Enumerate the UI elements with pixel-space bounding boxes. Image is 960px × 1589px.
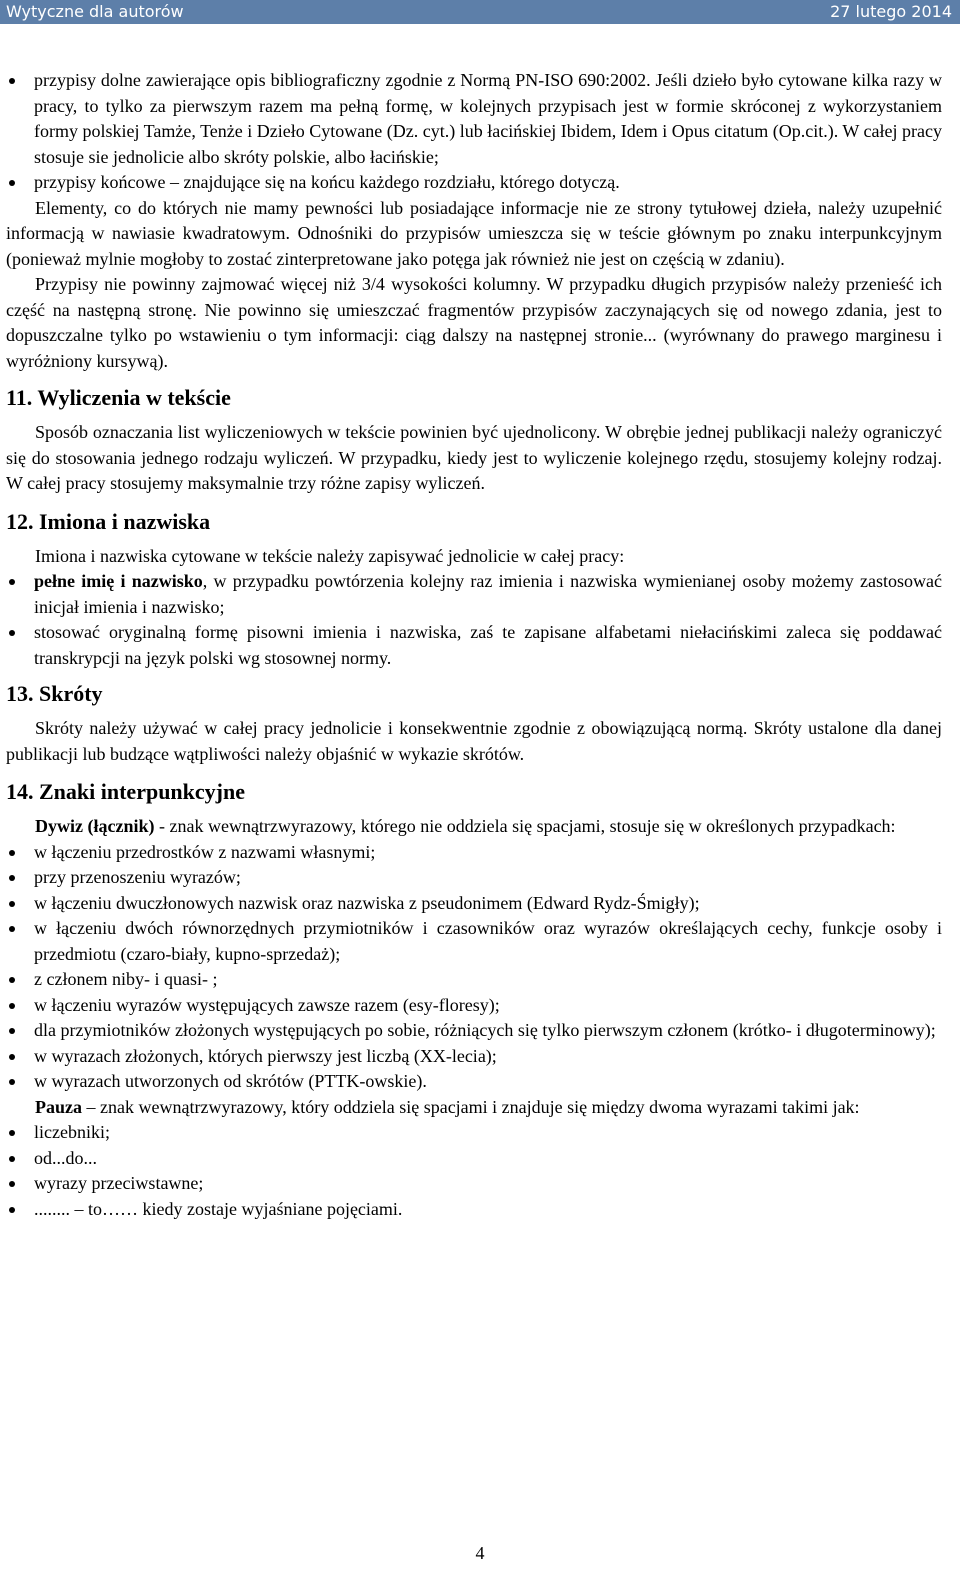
list-item: w łączeniu przedrostków z nazwami własnymi; bbox=[6, 840, 942, 866]
section-heading-12: 12. Imiona i nazwiska bbox=[6, 508, 211, 534]
paragraph-footnote-length: Przypisy nie powinny zajmować więcej niż 3/4 wysokości kolumny. W przypadku długich przypisów należy przenieść ich część na następną stronę. Nie powinno się umieszczać fragmentów przypisów zaczynających się od nowego zdania, jest to dopuszczalne tylko po wstawieniu o tym informacji: ciąg dalszy na następnej stronie... (wyrównany do prawego marginesu i wyróżniony kursywą). bbox=[6, 274, 942, 371]
list-item: od...do... bbox=[6, 1146, 942, 1172]
bullet-icon bbox=[9, 926, 15, 932]
section-heading-11: 11. Wyliczenia w tekście bbox=[6, 385, 231, 410]
section-heading-13: 13. Skróty bbox=[6, 681, 103, 706]
list-item: przypisy końcowe – znajdujące się na końcu każdego rozdziału, którego dotyczą. bbox=[6, 170, 942, 196]
dywiz-definition: Dywiz (łącznik) - znak wewnątrzwyrazowy, którego nie oddziela się spacjami, stosuje się w określonych przypadkach: bbox=[35, 816, 896, 836]
bullet-icon bbox=[9, 1054, 15, 1060]
bullet-icon bbox=[9, 1156, 15, 1162]
bullet-icon bbox=[9, 977, 15, 983]
bullet-icon bbox=[9, 1130, 15, 1136]
list-item: w łączeniu wyrazów występujących zawsze razem (esy-floresy); bbox=[6, 993, 942, 1019]
bullet-icon bbox=[9, 1079, 15, 1085]
pauza-list bbox=[6, 1120, 942, 1222]
bullet-icon bbox=[9, 579, 15, 585]
list-item: w łączeniu dwóch równorzędnych przymiotników i czasowników oraz wyrazów określających cechy, funkcje osoby i przedmiotu (czaro-biały, kupno-sprzedaż); bbox=[6, 916, 942, 967]
page-number: 4 bbox=[475, 1543, 485, 1563]
bullet-icon bbox=[9, 901, 15, 907]
header-date: 27 lutego 2014 bbox=[830, 2, 952, 21]
section-heading-14: 14. Znaki interpunkcyjne bbox=[6, 779, 245, 804]
list-item: ........ – to…… kiedy zostaje wyjaśniane pojęciami. bbox=[6, 1197, 942, 1223]
list-item: przy przenoszeniu wyrazów; bbox=[6, 865, 942, 891]
bullet-icon bbox=[9, 78, 15, 84]
footnote-types-list bbox=[6, 68, 942, 196]
section-12-intro: Imiona i nazwiska cytowane w tekście należy zapisywać jednolicie w całej pracy: bbox=[35, 545, 625, 566]
list-item: w wyrazach złożonych, których pierwszy jest liczbą (XX-lecia); bbox=[6, 1044, 942, 1070]
list-item: dla przymiotników złożonych występujących po sobie, różniących się tylko pierwszym członem (krótko- i długoterminowy); bbox=[6, 1018, 942, 1044]
list-item: z członem niby- i quasi- ; bbox=[6, 967, 942, 993]
bullet-icon bbox=[9, 630, 15, 636]
section-13-text: Skróty należy używać w całej pracy jednolicie i konsekwentnie zgodnie z obowiązującą normą. Skróty ustalone dla danej publikacji lub budzące wątpliwości należy objaśnić w wykazie skrótów. bbox=[6, 718, 942, 764]
page-body bbox=[6, 68, 942, 1222]
bullet-icon bbox=[9, 180, 15, 186]
dywiz-list bbox=[6, 840, 942, 1095]
bullet-icon bbox=[9, 1003, 15, 1009]
names-list bbox=[6, 569, 942, 671]
bullet-icon bbox=[9, 875, 15, 881]
list-item: w łączeniu dwuczłonowych nazwisk oraz nazwiska z pseudonimem (Edward Rydz-Śmigły); bbox=[6, 891, 942, 917]
paragraph-elements: Elementy, co do których nie mamy pewności lub posiadające informacje nie ze strony tytułowej dzieła, należy uzupełnić informacją w nawiasie kwadratowym. Odnośniki do przypisów umieszcza się w teście głównym po znaku interpunkcyjnym (ponieważ mylnie mogłoby to zostać zinterpretowane jako potęga jak również nie jest on częścią w zdaniu). bbox=[6, 197, 942, 269]
bullet-icon bbox=[9, 1028, 15, 1034]
running-header bbox=[0, 0, 960, 24]
list-item: wyrazy przeciwstawne; bbox=[6, 1171, 942, 1197]
pauza-definition: Pauza – znak wewnątrzwyrazowy, który oddziela się spacjami i znajduje się między dwoma wyrazami takimi jak: bbox=[35, 1096, 860, 1117]
list-item: w wyrazach utworzonych od skrótów (PTTK-owskie). bbox=[6, 1069, 942, 1095]
bullet-icon bbox=[9, 1207, 15, 1213]
list-item: przypisy dolne zawierające opis bibliograficzny zgodnie z Normą PN-ISO 690:2002. Jeśli dzieło było cytowane kilka razy w pracy, to tylko za pierwszym razem ma pełną formę, w kolejnych przypisach jest w formie skróconej z wykorzystaniem formy polskiej Tamże, Tenże i Dzieło Cytowane (Dz. cyt.) lub łacińskiej Ibidem, Idem i Opus citatum (Op.cit.). W całej pracy stosuje sie jednolicie albo skróty polskie, albo łacińskie; bbox=[6, 68, 942, 170]
list-item: pełne imię i nazwisko, w przypadku powtórzenia kolejny raz imienia i nazwiska wymienianej osoby możemy zastosować inicjał imienia i nazwisko; bbox=[6, 569, 942, 620]
section-11-text: Sposób oznaczania list wyliczeniowych w tekście powinien być ujednolicony. W obrębie jednej publikacji należy ograniczyć się do stosowania jednego rodzaju wyliczeń. W przypadku, kiedy jest to wyliczenie kolejnego rzędu, stosujemy kolejny rodzaj. W całej pracy stosujemy maksymalnie trzy różne zapisy wyliczeń. bbox=[6, 422, 942, 493]
header-title: Wytyczne dla autorów bbox=[6, 2, 184, 21]
bullet-icon bbox=[9, 850, 15, 856]
list-item: liczebniki; bbox=[6, 1120, 942, 1146]
list-item: stosować oryginalną formę pisowni imienia i nazwiska, zaś te zapisane alfabetami niełacińskimi zaleca się poddawać transkrypcji na język polski wg stosownej normy. bbox=[6, 620, 942, 671]
bullet-icon bbox=[9, 1181, 15, 1187]
